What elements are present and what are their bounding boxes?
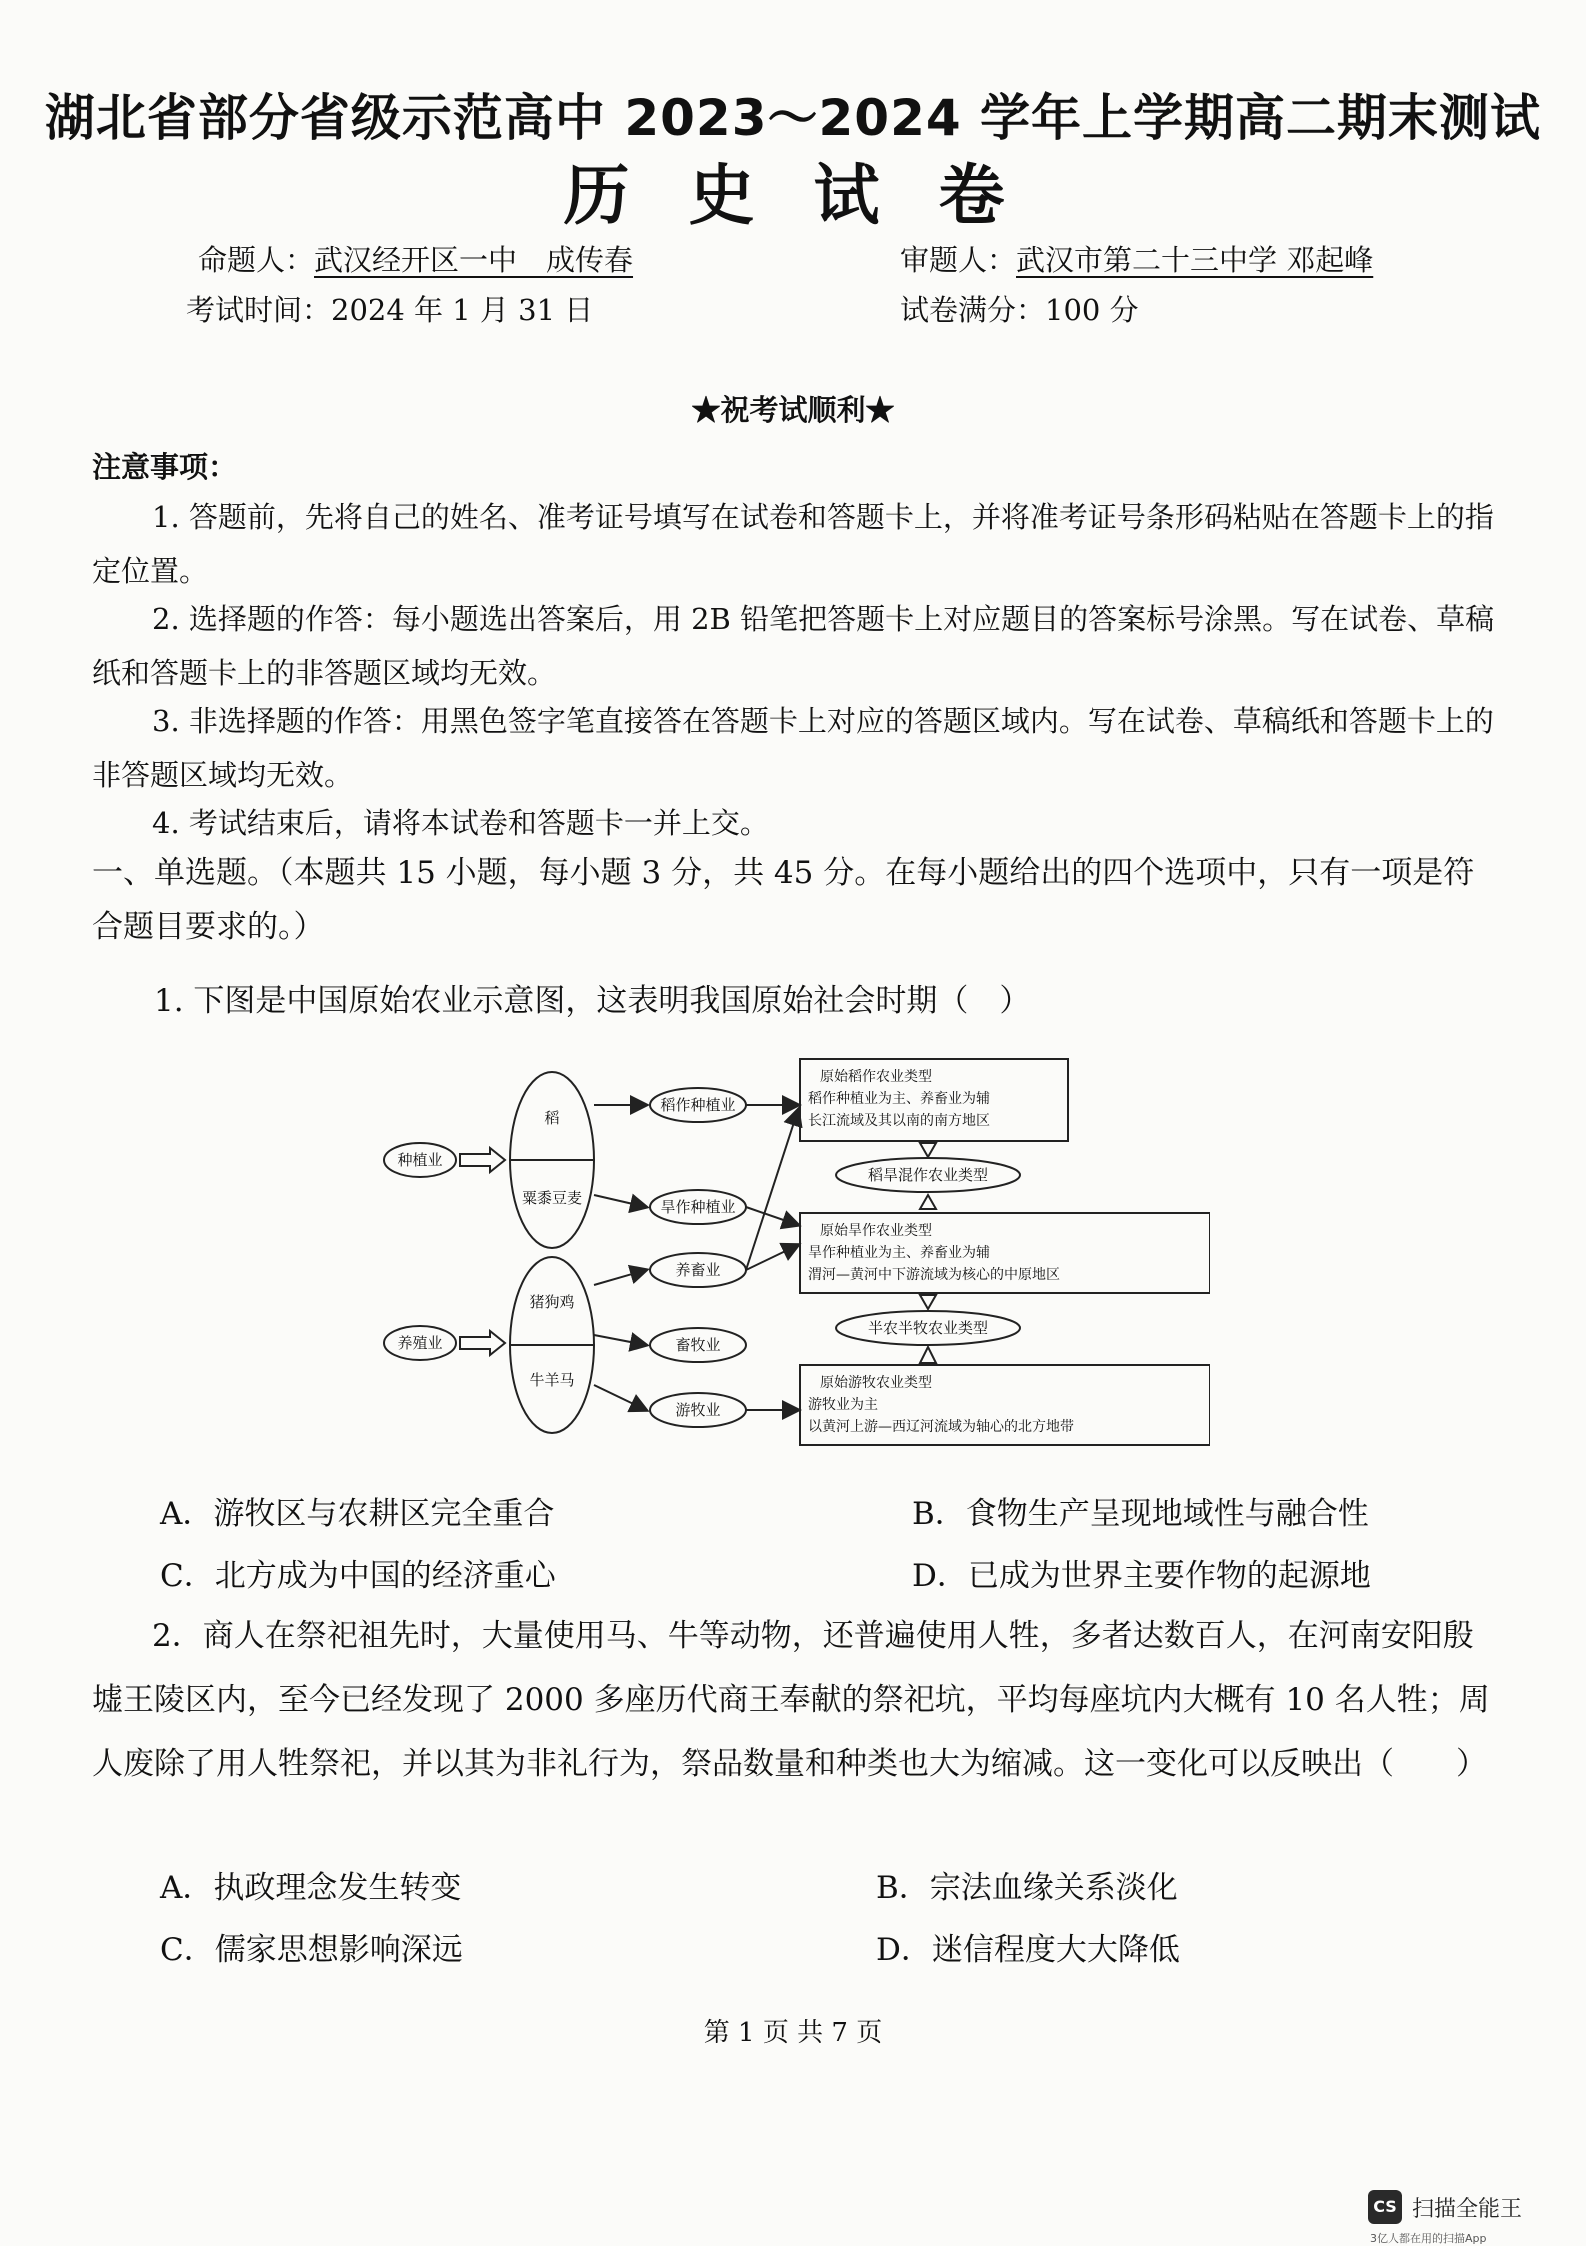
note-item-2: 2. 选择题的作答：每小题选出答案后，用 2B 铅笔把答题卡上对应题目的答案标号涂黑。写在试卷、草稿纸和答题卡上的非答题区域均无效。	[92, 602, 1495, 690]
mid-label-1: 稻作种植业	[660, 1096, 736, 1114]
subject-title: 历 史 试 卷	[563, 157, 1023, 234]
exam-time: 考试时间：2024 年 1 月 31 日	[186, 293, 594, 327]
q1-option-b: B．食物生产呈现地域性与融合性	[912, 1496, 1369, 1532]
scanner-app-name: 扫描全能王	[1412, 2197, 1523, 2222]
box1-line1: 原始稻作农业类型	[820, 1069, 932, 1085]
box1-line2: 稻作种植业为主、养畜业为辅	[808, 1091, 990, 1107]
page-number: 第 1 页 共 7 页	[703, 2018, 883, 2048]
box5-line3: 以黄河上游—西辽河流域为轴心的北方地带	[808, 1419, 1074, 1435]
oval-label-pig: 猪狗鸡	[529, 1293, 575, 1311]
mid-label-2: 旱作种植业	[660, 1198, 736, 1216]
scanner-tagline: 3亿人都在用的扫描App	[1370, 2232, 1487, 2245]
box3-line2: 旱作种植业为主、养畜业为辅	[808, 1245, 990, 1261]
full-score: 试卷满分：100 分	[900, 293, 1139, 327]
box3-line3: 渭河—黄河中下游流域为核心的中原地区	[808, 1267, 1060, 1283]
section-title: 一、单选题。（本题共 15 小题，每小题 3 分，共 45 分。在每小题给出的四个选项中，只有一项是符合题目要求的。）	[92, 855, 1475, 945]
oval-label-rice: 稻	[544, 1109, 560, 1127]
note-item-1: 1. 答题前，先将自己的姓名、准考证号填写在试卷和答题卡上，并将准考证号条形码粘贴在答题卡上的指定位置。	[92, 500, 1494, 588]
left-label-breeding: 养殖业	[397, 1334, 443, 1352]
mid-label-4: 畜牧业	[675, 1336, 721, 1354]
question-1-stem: 1. 下图是中国原始农业示意图，这表明我国原始社会时期（ ）	[154, 983, 1031, 1019]
q1-option-c: C．北方成为中国的经济重心	[160, 1558, 556, 1594]
exam-title: 湖北省部分省级示范高中 2023～2024 学年上学期高二期末测试	[44, 89, 1542, 147]
reviewer-name: 武汉市第二十三中学 邓起峰	[1016, 243, 1374, 277]
cs-logo-icon: CS	[1368, 2190, 1402, 2224]
reviewer-line	[900, 238, 1373, 279]
q2-option-d: D．迷信程度大大降低	[876, 1932, 1180, 1968]
reviewer-label: 审题人：	[900, 243, 1017, 277]
author-line	[198, 238, 633, 279]
box5-line2: 游牧业为主	[808, 1397, 878, 1413]
author-name: 武汉经开区一中 成传春	[314, 243, 634, 277]
q2-option-a: A．执政理念发生转变	[160, 1870, 462, 1906]
left-label-planting: 种植业	[397, 1151, 443, 1169]
box5-line1: 原始游牧农业类型	[820, 1375, 932, 1391]
author-label: 命题人：	[198, 243, 315, 277]
agriculture-diagram	[380, 1045, 1210, 1455]
q1-option-a: A．游牧区与农耕区完全重合	[160, 1496, 555, 1532]
scanner-logo	[1368, 2190, 1568, 2230]
mid-label-5: 游牧业	[675, 1401, 721, 1419]
box2-label: 稻旱混作农业类型	[867, 1166, 989, 1184]
note-item-4: 4. 考试结束后，请将本试卷和答题卡一并上交。	[152, 806, 769, 840]
box4-label: 半农半牧农业类型	[867, 1319, 989, 1337]
blessing: ★祝考试顺利★	[691, 393, 895, 427]
box1-line3: 长江流域及其以南的南方地区	[808, 1113, 990, 1129]
q1-option-d: D．已成为世界主要作物的起源地	[912, 1558, 1371, 1594]
q2-option-c: C．儒家思想影响深远	[160, 1932, 463, 1968]
notes-heading: 注意事项：	[92, 450, 238, 484]
box3-line1: 原始旱作农业类型	[820, 1223, 932, 1239]
oval-label-cattle: 牛羊马	[529, 1371, 575, 1389]
q2-option-b: B．宗法血缘关系淡化	[876, 1870, 1178, 1906]
mid-label-3: 养畜业	[675, 1261, 721, 1279]
oval-label-millet: 粟黍豆麦	[521, 1189, 583, 1207]
note-item-3: 3. 非选择题的作答：用黑色签字笔直接答在答题卡上对应的答题区域内。写在试卷、草稿纸和答题卡上的非答题区域均无效。	[92, 704, 1494, 792]
question-2-stem: 2．商人在祭祀祖先时，大量使用马、牛等动物，还普遍使用人牲，多者达数百人，在河南安阳殷墟王陵区内，至今已经发现了 2000 多座历代商王奉献的祭祀坑，平均每座坑内大概有 10 名人牲；周人废除了用人牲祭祀，并以其为非礼行为，祭品数量和种类也大为缩减。这一变化可以反映出（ ）	[92, 1618, 1490, 1782]
